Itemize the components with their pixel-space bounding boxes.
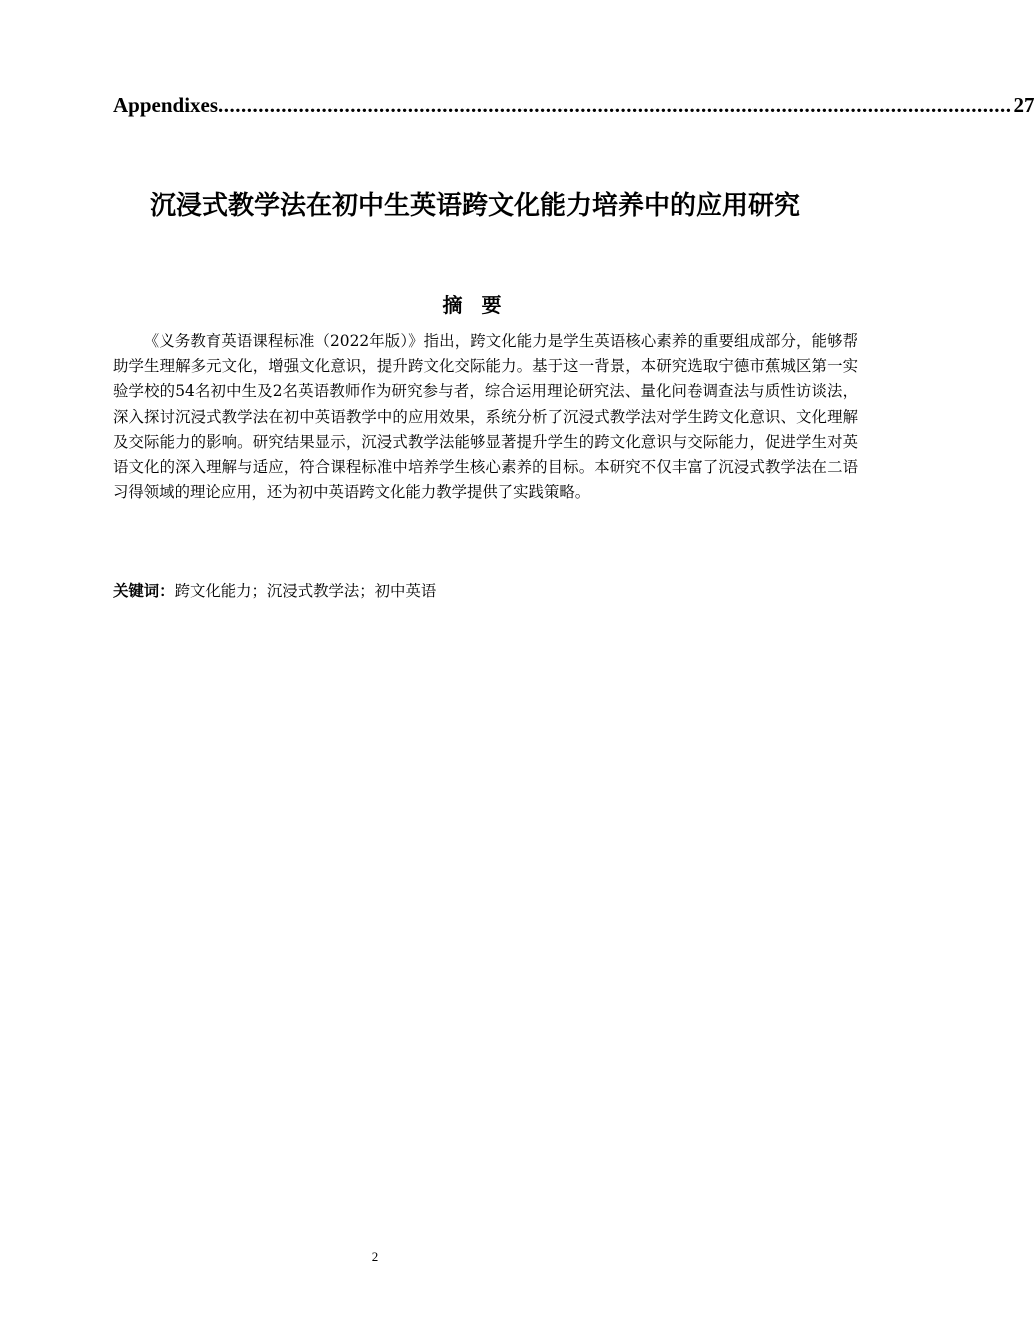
thesis-title: 沉浸式教学法在初中生英语跨文化能力培养中的应用研究: [149, 191, 800, 221]
keywords-value: 跨文化能力；沉浸式教学法；初中英语: [174, 582, 437, 600]
abstract-body: 《义务教育英语课程标准（2022年版）》指出，跨文化能力是学生英语核心素养的重要组成部分，能够帮助学生理解多元文化，增强文化意识，提升跨文化交际能力。基于这一背景，本研究选取宁德市蕉城区第一实验学校的54名初中生及2名英语教师作为研究参与者，综合运用理论研究法、量化问卷调查法与质性访谈法，深入探讨沉浸式教学法在初中英语教学中的应用效果，系统分析了沉浸式教学法对学生跨文化意识、文化理解及交际能力的影响。研究结果显示，沉浸式教学法能够显著提升学生的跨文化意识与交际能力，促进学生对英语文化的深入理解与适应，符合课程标准中培养学生核心素养的目标。本研究不仅丰富了沉浸式教学法在二语习得领域的理论应用，还为初中英语跨文化能力教学提供了实践策略。: [113, 332, 858, 502]
abstract-heading: 摘 要: [442, 293, 508, 317]
keywords-label: 关键词：: [113, 582, 175, 600]
toc-entry-page-number: 27: [1013, 93, 1035, 117]
page-number: 2: [371, 1249, 379, 1264]
keywords-line: [113, 579, 858, 604]
toc-leader-dots: ..........................................................................................................................................: [218, 93, 1012, 117]
toc-entry-appendixes[interactable]: [113, 90, 1035, 120]
toc-entry-label: Appendixes: [113, 93, 219, 117]
